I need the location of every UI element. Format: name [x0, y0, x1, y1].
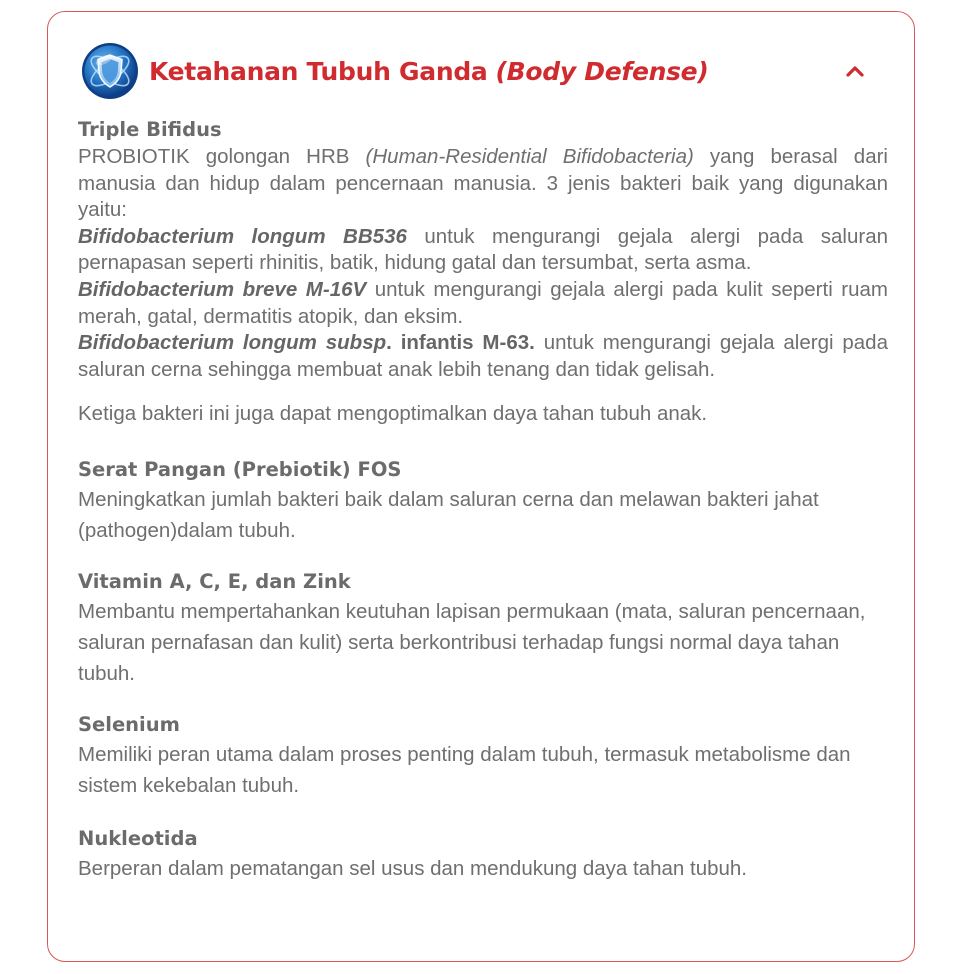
intro-italic: (Human-Residential Bifidobacteria): [365, 145, 694, 168]
section-title: [149, 57, 708, 86]
accordion-header[interactable]: [81, 42, 874, 100]
accordion-card: [47, 11, 915, 962]
nukleotida-title: Nukleotida: [78, 826, 198, 850]
strain-3-name-rest: . infantis M-63.: [386, 331, 535, 355]
title-main: Ketahanan Tubuh Ganda: [149, 56, 488, 86]
title-english: (Body Defense): [495, 56, 709, 86]
strain-3-name: Bifidobacterium longum subsp: [78, 331, 387, 355]
strain-1-name: Bifidobacterium longum BB536: [78, 224, 407, 248]
selenium-title: Selenium: [78, 712, 180, 736]
vitamins-title: Vitamin A, C, E, dan Zink: [78, 569, 351, 593]
strain-1-desc: untuk mengurangi gejala alergi pada saluran pernapasan seperti rhinitis, batik, hidung gatal dan tersumbat, serta asma.: [78, 224, 888, 275]
fos-text: Meningkatkan jumlah bakteri baik dalam saluran cerna dan melawan bakteri jahat (pathogen)dalam tubuh.: [78, 487, 819, 542]
vitamins-text: Membantu mempertahankan keutuhan lapisan permukaan (mata, saluran pencernaan, saluran pernafasan dan kulit) serta berkontribusi terhadap fungsi normal daya tahan tubuh.: [78, 599, 866, 685]
accordion-content: [78, 116, 888, 884]
intro-text-1: PROBIOTIK golongan HRB: [78, 145, 366, 168]
strain-3-desc: untuk mengurangi gejala alergi pada saluran cerna sehingga membuat anak lebih tenang dan tidak gelisah.: [78, 331, 888, 381]
nukleotida-text: Berperan dalam pematangan sel usus dan mendukung daya tahan tubuh.: [78, 856, 748, 880]
chevron-up-icon[interactable]: [844, 60, 866, 82]
triple-bifidus-text: [78, 144, 888, 383]
triple-bifidus-closing: Ketiga bakteri ini juga dapat mengoptimalkan daya tahan tubuh anak.: [78, 402, 708, 426]
intro-text-2: yang berasal dari manusia dan hidup dalam pencernaan manusia. 3 jenis bakteri baik yang digunakan yaitu:: [78, 145, 888, 222]
shield-icon: [81, 42, 139, 100]
fos-title: Serat Pangan (Prebiotik) FOS: [78, 457, 402, 481]
strain-2-name: Bifidobacterium breve M-16V: [78, 277, 367, 301]
selenium-text: Memiliki peran utama dalam proses penting dalam tubuh, termasuk metabolisme dan sistem kekebalan tubuh.: [78, 742, 851, 797]
strain-2-desc: untuk mengurangi gejala alergi pada kulit seperti ruam merah, gatal, dermatitis atopik, dan eksim.: [78, 277, 888, 328]
triple-bifidus-title: Triple Bifidus: [78, 118, 222, 141]
